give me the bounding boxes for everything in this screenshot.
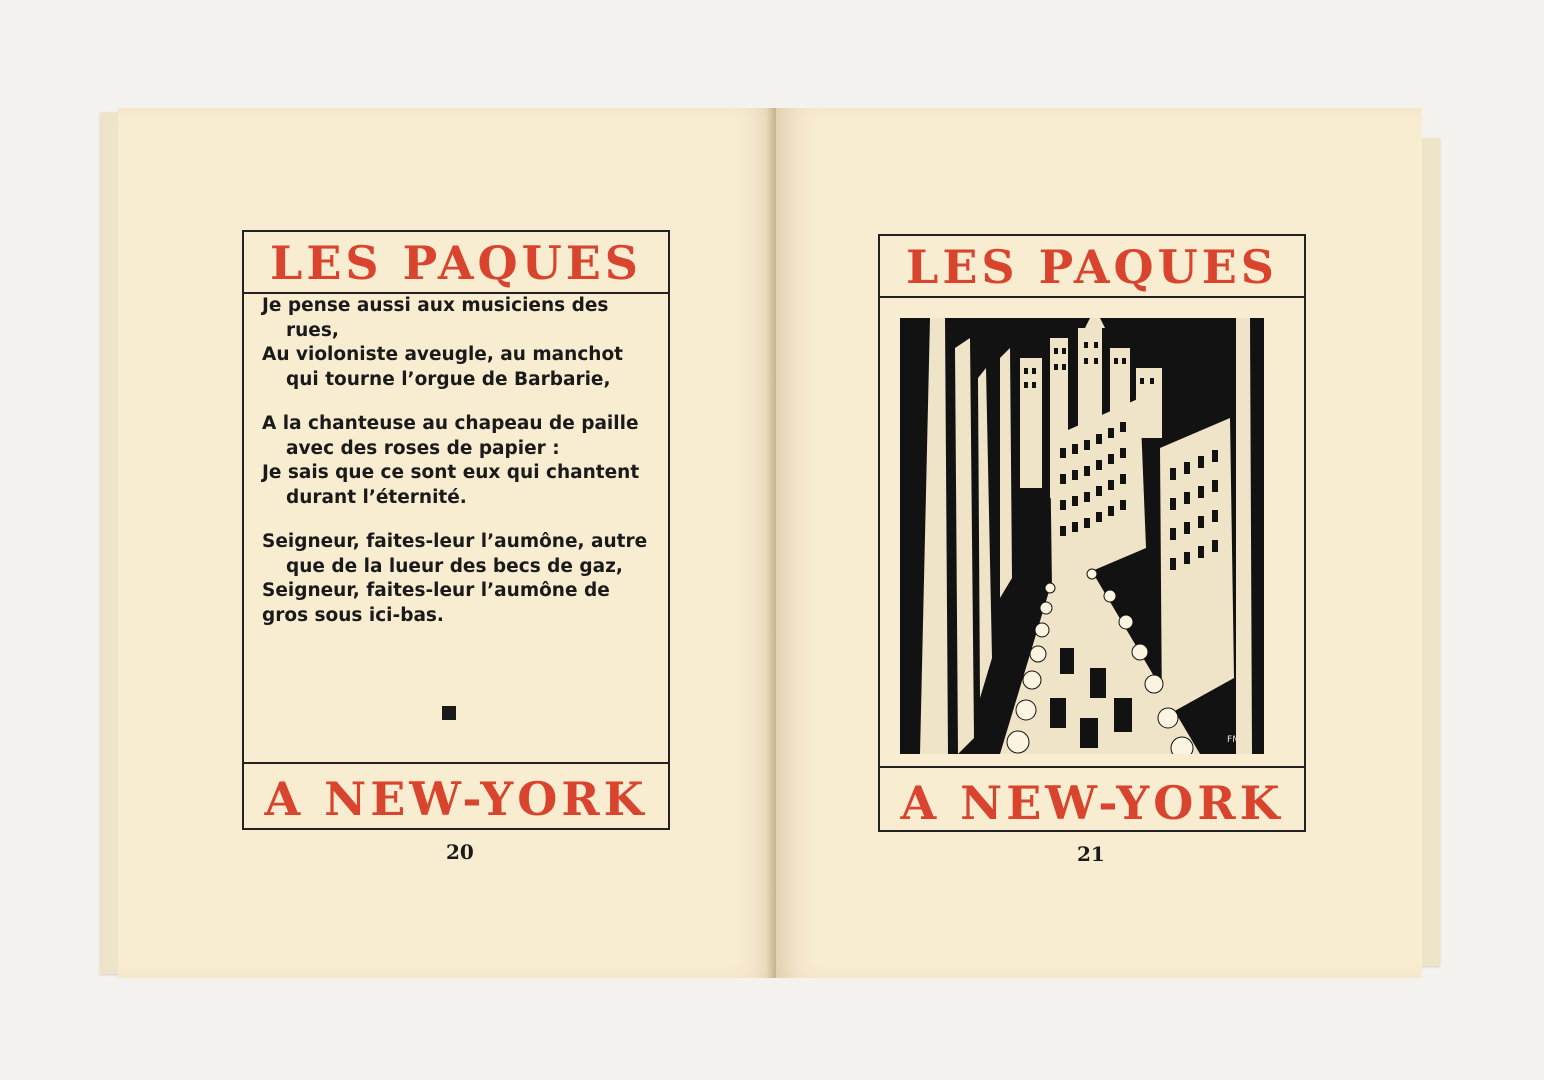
page-footer-title: A NEW-YORK (900, 776, 1284, 830)
city-street-woodcut (900, 318, 1264, 754)
page-footer-title: A NEW-YORK (264, 772, 648, 826)
page-title: LES PAQUES (905, 240, 1279, 294)
poem-line: rues, (286, 319, 339, 341)
poem-line: durant l’éternité. (286, 486, 467, 508)
right-page (776, 108, 1422, 978)
poem-line: Seigneur, faites-leur l’aumône de (262, 580, 610, 601)
poem-line: A la chanteuse au chapeau de paille (262, 413, 639, 434)
divider (880, 766, 1304, 768)
right-page-frame (878, 234, 1306, 832)
left-page-frame (242, 230, 670, 830)
page-number: 21 (1077, 842, 1105, 866)
poem-line: Je pense aussi aux musiciens des (262, 295, 609, 316)
poem-line: avec des roses de papier : (286, 437, 560, 459)
artist-monogram: FM (1227, 735, 1240, 745)
poem-line: gros sous ici-bas. (262, 604, 444, 626)
poem-line: qui tourne l’orgue de Barbarie, (286, 368, 611, 390)
page-number: 20 (446, 840, 474, 864)
poem-line: Seigneur, faites-leur l’aumône, autre (262, 531, 648, 552)
woodcut-illustration (900, 318, 1264, 754)
open-book (100, 108, 1440, 978)
poem-text (262, 294, 650, 628)
divider (244, 762, 668, 764)
left-page (118, 108, 776, 978)
divider (880, 296, 1304, 298)
poem-line: Je sais que ce sont eux qui chantent (262, 462, 640, 483)
poem-line: Au violoniste aveugle, au manchot (262, 344, 624, 365)
end-mark-square (442, 706, 456, 720)
page-title: LES PAQUES (269, 236, 643, 290)
poem-line: que de la lueur des becs de gaz, (286, 555, 623, 577)
